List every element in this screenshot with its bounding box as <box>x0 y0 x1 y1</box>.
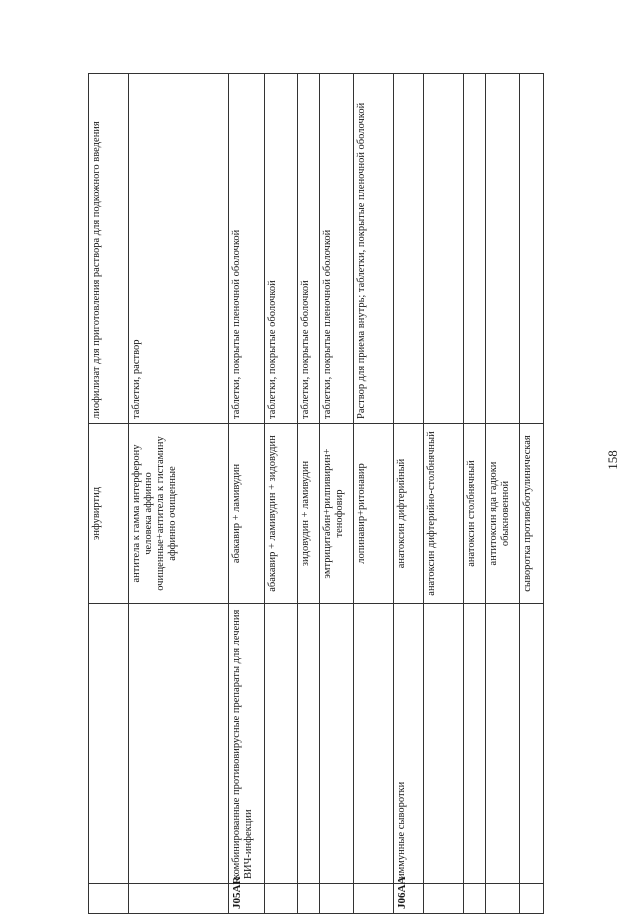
atc-code <box>486 884 520 914</box>
group-name: комбинированные противовирусные препараты для лечения ВИЧ-инфекции <box>229 604 265 884</box>
atc-code <box>464 884 486 914</box>
atc-code <box>129 884 229 914</box>
group-name <box>265 604 298 884</box>
table-row <box>354 74 394 914</box>
drug-table <box>88 73 544 914</box>
atc-code <box>424 884 464 914</box>
drug-name: лопинавир+ритонавир <box>354 424 394 604</box>
atc-code: J06AA <box>394 884 424 914</box>
atc-code <box>89 884 129 914</box>
page-number: 158 <box>604 450 620 470</box>
group-name <box>464 604 486 884</box>
group-name <box>298 604 320 884</box>
dosage-form: таблетки, покрытые пленочной оболочкой <box>320 74 354 424</box>
table-row <box>265 74 298 914</box>
group-name <box>320 604 354 884</box>
dosage-form <box>424 74 464 424</box>
document-page <box>88 74 543 914</box>
drug-name: анатоксин дифтерийный <box>394 424 424 604</box>
table-row <box>320 74 354 914</box>
drug-name: эмтрицитабин+рилпивирин+ тенофовир <box>320 424 354 604</box>
dosage-form: таблетки, покрытые оболочкой <box>265 74 298 424</box>
dosage-form <box>394 74 424 424</box>
drug-name: абакавир + ламивудин <box>229 424 265 604</box>
atc-code <box>520 884 544 914</box>
dosage-form: таблетки, покрытые пленочной оболочкой <box>229 74 265 424</box>
table-row <box>424 74 464 914</box>
dosage-form: таблетки, покрытые оболочкой <box>298 74 320 424</box>
dosage-form <box>486 74 520 424</box>
atc-code: J05AR <box>229 884 265 914</box>
group-name <box>424 604 464 884</box>
table-row <box>464 74 486 914</box>
dosage-form: Раствор для приема внутрь; таблетки, покрытые пленочной оболочкой <box>354 74 394 424</box>
group-name <box>89 604 129 884</box>
drug-name: энфувиртид <box>89 424 129 604</box>
drug-name: абакавир + ламивудин + зидовудин <box>265 424 298 604</box>
group-name <box>486 604 520 884</box>
group-name <box>354 604 394 884</box>
drug-name: зидовудин + ламивудин <box>298 424 320 604</box>
drug-name: антитоксин яда гадюки обыкновенной <box>486 424 520 604</box>
dosage-form <box>464 74 486 424</box>
table-row <box>520 74 544 914</box>
drug-name: антитела к гамма интерферону человека аффинно очищенные+антитела к гистамину аффинно очищенные <box>129 424 229 604</box>
table-row <box>129 74 229 914</box>
dosage-form <box>520 74 544 424</box>
table-row <box>298 74 320 914</box>
group-name <box>520 604 544 884</box>
dosage-form: лиофилизат для приготовления раствора для подкожного введения <box>89 74 129 424</box>
table-row <box>394 74 424 914</box>
drug-name: анатоксин столбнячный <box>464 424 486 604</box>
dosage-form: таблетки, раствор <box>129 74 229 424</box>
table-row <box>229 74 265 914</box>
group-name <box>129 604 229 884</box>
atc-code <box>298 884 320 914</box>
atc-code <box>320 884 354 914</box>
atc-code <box>265 884 298 914</box>
table-row <box>89 74 129 914</box>
group-name: иммунные сыворотки <box>394 604 424 884</box>
atc-code <box>354 884 394 914</box>
drug-name: сыворотка противоботулиническая <box>520 424 544 604</box>
table-row <box>486 74 520 914</box>
drug-name: анатоксин дифтерийно-столбнячный <box>424 424 464 604</box>
